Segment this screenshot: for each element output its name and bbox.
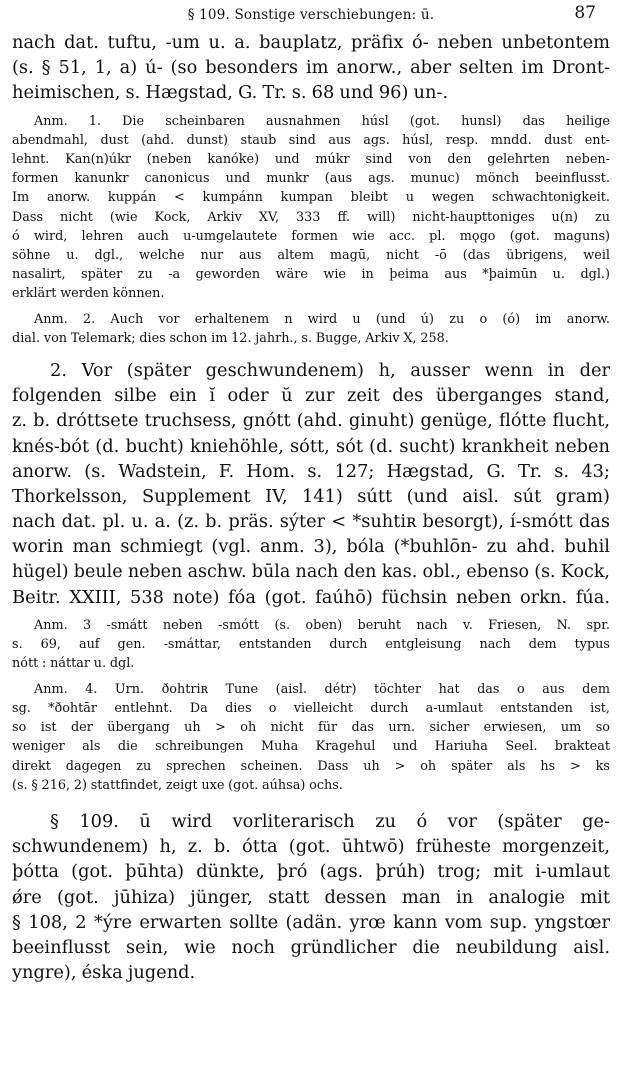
text-line: Anm. 4. Urn. ðohtriʀ Tune (aisl. détr) töchter hat das o aus dem bbox=[34, 681, 610, 697]
text-line: yngre), éska jugend. bbox=[12, 962, 196, 984]
text-line: (s. § 51, 1, a) ú- (so besonders im anorw., aber selten im Dront- bbox=[12, 57, 610, 79]
text-line: Beitr. XXIII, 538 note) fóa (got. faúhō) füchsin neben orkn. fúa. bbox=[12, 586, 610, 608]
text-line: Anm. 2. Auch vor erhaltenem n wird u (und ú) zu o (ó) im anorw. bbox=[34, 311, 610, 327]
note-anm-1 bbox=[12, 112, 610, 304]
text-line: þótta (got. þūhta) dünkte, þró (ags. þrúh) trog; mit i-umlaut bbox=[12, 861, 610, 883]
text-line: § 108, 2 *ýre erwarten sollte (adän. yrœ kann vom sup. yngstœr bbox=[12, 911, 610, 933]
text-line: Dass nicht (wie Kock, Arkiv XV, 333 ff. will) nicht-haupttoniges u(n) zu bbox=[12, 209, 610, 225]
text-line: erklärt werden können. bbox=[12, 286, 165, 302]
text-line: direkt dagegen zu sprechen scheinen. Dass uh > oh später als hs > ks bbox=[12, 758, 610, 774]
text-line: § 109. ū wird vorliterarisch zu ó vor (später ge- bbox=[50, 810, 610, 832]
main-paragraph-1 bbox=[12, 30, 610, 106]
main-paragraph-2 bbox=[12, 358, 610, 610]
text-line: schwundenem) h, z. b. ótta (got. ūhtwō) früheste morgenzeit, bbox=[12, 836, 610, 858]
text-line: dial. von Telemark; dies schon im 12. jahrh., s. Bugge, Arkiv X, 258. bbox=[12, 330, 449, 346]
text-line: weniger als die schreibungen Muha Kragehul und Hariuha Seel. brakteat bbox=[12, 739, 610, 755]
text-line: anorw. (s. Wadstein, F. Hom. s. 127; Hægstad, G. Tr. s. 43; bbox=[12, 460, 610, 482]
text-line: ó wird, lehren auch u-umgelautete formen wie acc. pl. mǫgo (got. maguns) bbox=[12, 228, 610, 244]
text-line: 2. Vor (später geschwundenem) h, ausser wenn in der bbox=[50, 360, 610, 382]
page-body bbox=[12, 30, 610, 985]
text-line: abendmahl, dust (ahd. dunst) staub sind aus ags. húsl, resp. mndd. dust ent- bbox=[12, 132, 610, 148]
note-anm-4 bbox=[12, 680, 610, 795]
text-line: ǿre (got. jūhiza) jünger, statt dessen man in analogie mit bbox=[12, 886, 610, 908]
text-line: knés-bót (d. bucht) kniehöhle, sótt, sót (d. sucht) krankheit neben bbox=[12, 435, 610, 457]
text-line: Im anorw. kuppán < kumpánn kumpan bleibt u wegen schwachtonigkeit. bbox=[12, 190, 610, 206]
text-line: so ist der übergang uh > oh nicht für das urn. sicher erwiesen, um so bbox=[12, 720, 610, 736]
page-number: 87 bbox=[574, 3, 596, 23]
text-line: worin man schmiegt (vgl. anm. 3), bóla (*buhlōn- zu ahd. buhil bbox=[12, 536, 610, 558]
text-line: nótt : náttar u. dgl. bbox=[12, 656, 135, 672]
text-line: nach dat. tuftu, -um u. a. bauplatz, präfix ó- neben unbetontem bbox=[12, 32, 610, 53]
text-line: z. b. dróttsete truchsess, gnótt (ahd. ginuht) genüge, flótte flucht, bbox=[12, 410, 610, 432]
text-line: Anm. 1. Die scheinbaren ausnahmen húsl (got. hunsl) das heilige bbox=[34, 113, 610, 129]
text-line: nasalirt, später zu -a geworden wäre wie in þeima aus *þaimūn u. dgl.) bbox=[12, 267, 610, 283]
main-paragraph-3 bbox=[12, 809, 610, 985]
text-line: Anm. 3 -smátt neben -smótt (s. oben) beruht nach v. Friesen, N. spr. bbox=[34, 618, 610, 634]
running-header bbox=[12, 0, 610, 30]
text-line: hügel) beule neben aschw. būla nach den kas. obl., ebenso (s. Kock, bbox=[12, 561, 610, 582]
text-line: s. 69, auf gen. -smáttar, entstanden durch entgleisung nach dem typus bbox=[12, 637, 610, 653]
note-anm-3 bbox=[12, 616, 610, 674]
text-line: formen kanunkr canonicus und munkr (aus ags. munuc) mönch beeinflusst. bbox=[12, 171, 610, 187]
text-line: sg. *ðohtār entlehnt. Da dies o vielleicht durch a-umlaut entstanden ist, bbox=[12, 700, 610, 716]
text-line: söhne u. dgl., welche nur aus altem magū, nicht -ō (das übrigens, weil bbox=[12, 248, 610, 264]
text-line: lehnt. Kan(n)úkr (neben kanóke) und múkr sind von den gelehrten neben- bbox=[12, 152, 610, 168]
text-line: beeinflusst sein, wie noch gründlicher die neubildung aisl. bbox=[12, 936, 610, 958]
text-line: Thorkelsson, Supplement IV, 141) sútt (und aisl. sút gram) bbox=[12, 486, 610, 508]
text-line: (s. § 216, 2) stattfindet, zeigt uxe (got. aúhsa) ochs. bbox=[12, 777, 343, 793]
note-anm-2 bbox=[12, 310, 610, 348]
running-title: § 109. Sonstige verschiebungen: ū. bbox=[187, 7, 435, 23]
text-line: folgenden silbe ein ĭ oder ŭ zur zeit des überganges stand, bbox=[12, 385, 610, 407]
text-line: nach dat. pl. u. a. (z. b. präs. sýter < *suhtiʀ besorgt), í-smótt das bbox=[12, 511, 610, 533]
text-line: heimischen, s. Hægstad, G. Tr. s. 68 und 96) un-. bbox=[12, 82, 449, 104]
